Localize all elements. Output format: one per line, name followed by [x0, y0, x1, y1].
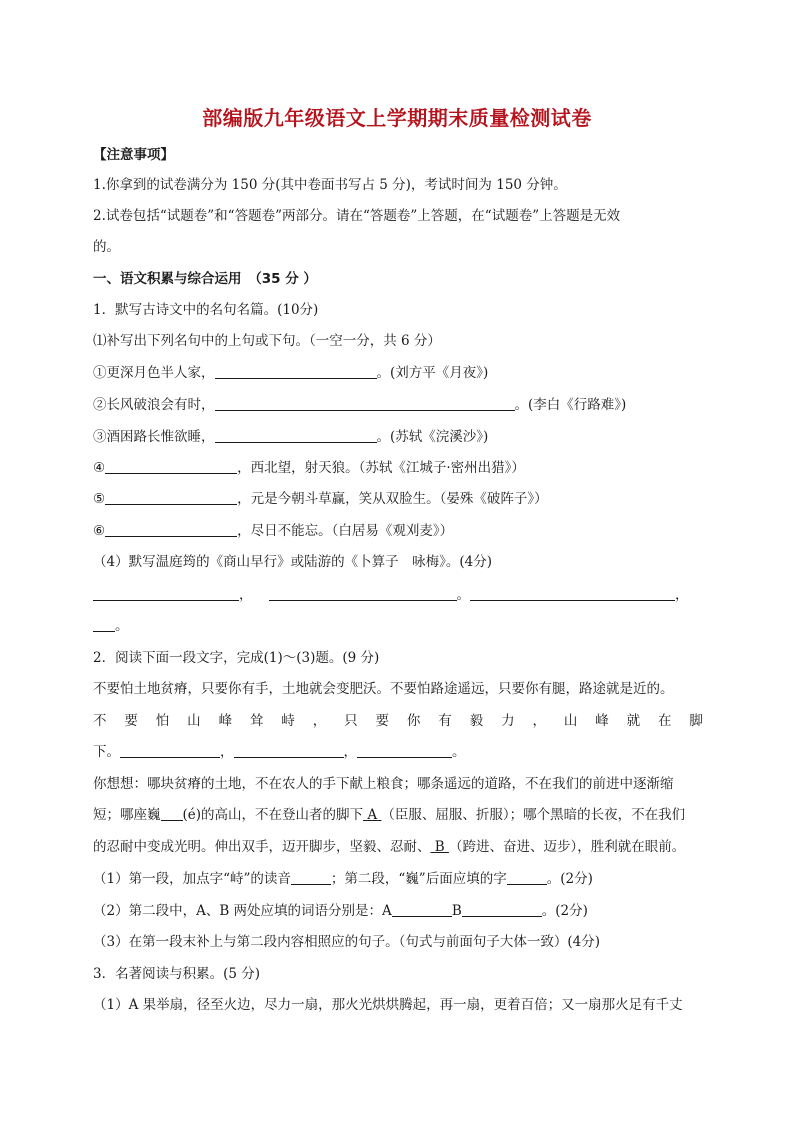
- punct: 。: [456, 587, 470, 603]
- justified-char: 耸: [249, 713, 264, 729]
- answer-blank[interactable]: [291, 870, 331, 885]
- section-heading: 一、语文积累与综合运用 （35 分 ）: [93, 271, 317, 287]
- justified-char: 在: [658, 713, 672, 729]
- q1-line-1: [93, 364, 488, 382]
- answer-blank[interactable]: [234, 743, 344, 758]
- q1-l2-text: ②长风破浪会有时，: [93, 397, 215, 413]
- answer-blank[interactable]: [105, 490, 237, 505]
- answer-blank[interactable]: [93, 617, 115, 632]
- q2-s1-text-2: ；第二段，“巍”后面应填的字: [330, 871, 507, 887]
- q2-sub-2: [93, 902, 588, 920]
- q2-sub-1: [93, 870, 593, 888]
- justified-char: ，: [532, 713, 546, 729]
- justified-char: 山: [187, 713, 201, 729]
- q1-line-2: [93, 396, 626, 414]
- punct: 。: [452, 744, 466, 760]
- q1-poem-blanks-cont: [93, 617, 129, 635]
- justified-char: 力: [501, 713, 515, 729]
- q1-l6-mark: ⑥: [93, 523, 106, 539]
- q2-sub-3: （3）在第一段末补上与第二段内容相照应的句子。（句式与前面句子大体一致）(4分): [93, 934, 600, 950]
- q2-s2-text: （2）第二段中，A、B 两处应填的词语分别是：A: [93, 903, 392, 919]
- q2-para5-text-2: (é)的高山，不在登山者的脚下: [182, 807, 364, 823]
- answer-blank[interactable]: [161, 806, 183, 821]
- answer-blank[interactable]: [105, 459, 237, 474]
- notice-item-2: 2.试卷包括“试题卷”和“答题卷”两部分。请在“答题卷”上答题，在“试题卷”上答题是无效: [93, 208, 621, 224]
- q1-l2-source: 。(李白《行路难》): [514, 397, 627, 413]
- justified-char: 峰: [595, 713, 609, 729]
- answer-blank[interactable]: [215, 396, 515, 411]
- q1-poem-blanks: [93, 586, 689, 604]
- q2-para-4: 你想想：哪块贫瘠的土地，不在农人的手下献上粮食；哪条遥远的道路，不在我们的前进中逐渐缩: [93, 776, 674, 792]
- q2-para6-text-2: （跨进、奋进、迈步），胜利就在眼前。: [449, 839, 686, 855]
- justified-char: 你: [406, 713, 421, 729]
- q2-s2-text-2: 。(2分): [541, 903, 588, 919]
- q2-para5-text-3: （臣服、屈服、折服）；哪个黑暗的长夜，不在我们: [381, 807, 686, 823]
- notice-item-2-cont: 的。: [93, 239, 120, 255]
- q2-para6-text: 的忍耐中变成光明。伸出双手，迈开脚步，坚毅、忍耐、: [93, 839, 431, 855]
- q3-stem: 3．名著阅读与积累。(5 分): [93, 966, 261, 982]
- answer-blank[interactable]: [215, 364, 377, 379]
- punct: 。: [115, 618, 129, 634]
- q1-l3-source: 。(苏轼《浣溪沙》): [376, 429, 489, 445]
- answer-blank[interactable]: [215, 428, 377, 443]
- q1-l1-text: ①更深月色半人家，: [93, 365, 215, 381]
- answer-blank[interactable]: [93, 586, 239, 601]
- q2-para3-text: 下。: [93, 744, 120, 760]
- justified-char: 峙: [281, 713, 295, 729]
- answer-blank[interactable]: [357, 743, 452, 758]
- justified-char: 毅: [469, 713, 484, 729]
- justified-char: 山: [563, 713, 578, 729]
- q2-s1-text-3: 。(2分): [546, 871, 593, 887]
- notice-header: 【注意事项】: [93, 147, 174, 163]
- q2-stem: 2．阅读下面一段文字，完成(1)～(3)题。(9 分): [93, 650, 380, 666]
- punct: ，: [220, 744, 234, 760]
- justified-char: 只: [344, 713, 358, 729]
- q1-line-3: [93, 428, 488, 446]
- notice-item-1: 1.你拿到的试卷满分为 150 分(其中卷面书写占 5 分)，考试时间为 150 分钟。: [93, 177, 567, 193]
- q2-para5-text: 短；哪座巍: [93, 807, 161, 823]
- punct: ，: [343, 744, 357, 760]
- q3-sub-1: （1）A 果举扇，径至火边，尽力一扇，那火光烘烘腾起，再一扇，更着百倍；又一扇那火足有千丈: [93, 997, 683, 1013]
- answer-blank[interactable]: [392, 902, 452, 917]
- q1-l3-text: ③酒困路长惟欲睡，: [93, 429, 215, 445]
- justified-char: ，: [312, 713, 327, 729]
- q1-line-4: [93, 459, 525, 477]
- answer-blank[interactable]: [269, 586, 457, 601]
- q2-s1-text: （1）第一段，加点字“峙”的读音: [93, 871, 291, 887]
- justified-char: 就: [626, 713, 641, 729]
- justified-char: 脚: [689, 713, 703, 729]
- blank-marker-a: A: [367, 807, 378, 823]
- q2-para-3: [93, 743, 466, 761]
- justified-char: 峰: [218, 713, 233, 729]
- q2-para-2: [93, 712, 703, 730]
- q2-para-5: [93, 806, 685, 824]
- q1-line-6: [93, 522, 453, 540]
- answer-blank[interactable]: [507, 870, 547, 885]
- q2-para-1: 不要怕土地贫瘠，只要你有手，土地就会变肥沃。不要怕路途遥远，只要你有腿，路途就是近的。: [93, 681, 674, 697]
- q1-l6-text: ，尽日不能忘。（白居易《观刈麦》）: [237, 523, 454, 539]
- answer-blank[interactable]: [470, 586, 675, 601]
- q1-l4-text: ，西北望，射天狼。（苏轼《江城子·密州出猎》）: [237, 460, 525, 476]
- justified-char: 怕: [155, 713, 170, 729]
- punct: ，: [239, 587, 253, 603]
- q1-l4-mark: ④: [93, 460, 106, 476]
- justified-char: 要: [375, 713, 390, 729]
- q2-s2-label-b: B: [451, 903, 462, 919]
- answer-blank[interactable]: [462, 902, 542, 917]
- q1-sub4: （4）默写温庭筠的《商山早行》或陆游的《卜算子 咏梅》。(4分): [93, 554, 492, 570]
- q1-sub1: ⑴补写出下列名句中的上句或下句。（一空一分，共 6 分）: [93, 333, 441, 349]
- q1-line-5: [93, 490, 548, 508]
- punct: ，: [675, 587, 689, 603]
- q2-para-2-chars: [93, 712, 703, 730]
- justified-char: 要: [124, 713, 138, 729]
- blank-marker-b: B: [434, 839, 445, 855]
- page-title: 部编版九年级语文上学期期末质量检测试卷: [202, 106, 592, 130]
- answer-blank[interactable]: [120, 743, 220, 758]
- q1-l5-text: ，元是今朝斗草赢，笑从双脸生。（晏殊《破阵子》）: [237, 491, 548, 507]
- q2-para-6: [93, 838, 685, 856]
- q1-l1-source: 。(刘方平《月夜》): [376, 365, 489, 381]
- justified-char: 有: [438, 713, 452, 729]
- justified-char: 不: [93, 713, 107, 729]
- q1-l5-mark: ⑤: [93, 491, 106, 507]
- answer-blank[interactable]: [105, 522, 237, 537]
- q1-stem: 1．默写古诗文中的名句名篇。(10分): [93, 302, 319, 318]
